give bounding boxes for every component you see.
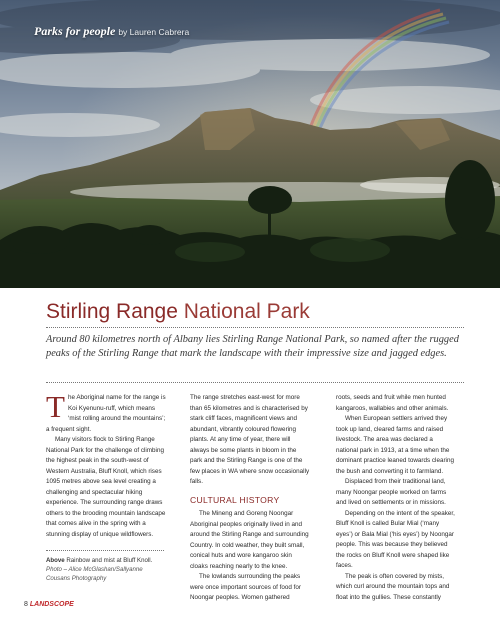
paragraph: Depending on the intent of the speaker, Bluff Knoll is called Bular Mial (‘many eyes’) or Bala Mial (‘his eyes’) by Noongar people. This was because they believed the rocks on Bluff Knoll were shaped like faces.: [336, 509, 455, 569]
drop-cap: T: [46, 389, 65, 424]
paragraph: The peak is often covered by mists, which curl around the mountain tops and float into the gullies. These constantly: [336, 572, 450, 601]
subheading: CULTURAL HISTORY: [190, 494, 280, 505]
paragraph: Displaced from their traditional land, many Noongar people worked on farms and lived on settlements or in missions.: [336, 478, 447, 506]
paragraph: The range stretches east-west for more than 65 kilometres and is characterised by stark cliff faces, magnificent views and abundant, vibrantly coloured flowering plants. At any time of year, there will always be some plants in bloom in the park and the Stirling Range is one of the few places in WA where snow occasionally falls.: [190, 394, 310, 485]
body-column-3: [336, 393, 456, 603]
paragraph: When European settlers arrived they took up land, cleared farms and raised livestock. The area was declared a national park in 1913, at a time when the dominant practice leaned towards clearing the bush and converting it to farmland.: [336, 415, 454, 475]
article-title-secondary: National Park: [183, 300, 310, 323]
divider-top: [46, 327, 464, 328]
caption-label: Above: [46, 557, 65, 564]
paragraph-text: he Aboriginal name for the range is Koi Kyenunu-ruff, which means ‘mist rolling around the mountains’; a frequent sight.: [46, 394, 166, 433]
landscape-photo: [0, 0, 500, 288]
photo-credit: Photo – Alice McGlashan/Sallyanne Cousans Photography: [46, 566, 143, 582]
body-column-2: [190, 393, 310, 604]
standfirst: Around 80 kilometres north of Albany lies Stirling Range National Park, so named after the rugged peaks of the Stirling Range that mark the landscape with their impressive size and jagged edges.: [46, 334, 459, 359]
body-column-1: [46, 389, 166, 540]
page-number: 8: [24, 601, 28, 608]
series-header: [34, 22, 189, 40]
author-byline: by Lauren Cabrera: [118, 27, 190, 37]
divider-bottom: [46, 382, 464, 383]
paragraph: Many visitors flock to Stirling Range National Park for the challenge of climbing the highest peak in the south-west of Western Australia, Bluff Knoll, which rises 1095 metres above sea level creating a challenging and spectacular hiking experience. The surrounding range draws others to the brooding mountain landscape that comes alive in the spring with a stunning display of unique wildflowers.: [46, 436, 166, 538]
photo-caption: [46, 550, 164, 583]
hero-photo: [0, 0, 500, 288]
article-title-main: Stirling Range: [46, 300, 178, 323]
page-footer: [24, 601, 74, 608]
paragraph: roots, seeds and fruit while men hunted kangaroos, wallabies and other animals.: [336, 394, 449, 412]
paragraph: [46, 389, 166, 435]
series-title: Parks for people: [34, 24, 116, 38]
article-title: [46, 300, 310, 324]
paragraph: The Mineng and Goreng Noongar Aboriginal peoples originally lived in and around the Stirling Range and surrounding Country. In cold weather, they built small, conical huts and wore kangaroo skin cloaks reaching nearly to the knee.: [190, 510, 309, 570]
caption-text: Rainbow and mist at Bluff Knoll.: [66, 557, 153, 564]
paragraph: The lowlands surrounding the peaks were once important sources of food for Noongar peoples. Women gathered: [190, 573, 301, 601]
magazine-name: LANDSCOPE: [29, 601, 74, 608]
